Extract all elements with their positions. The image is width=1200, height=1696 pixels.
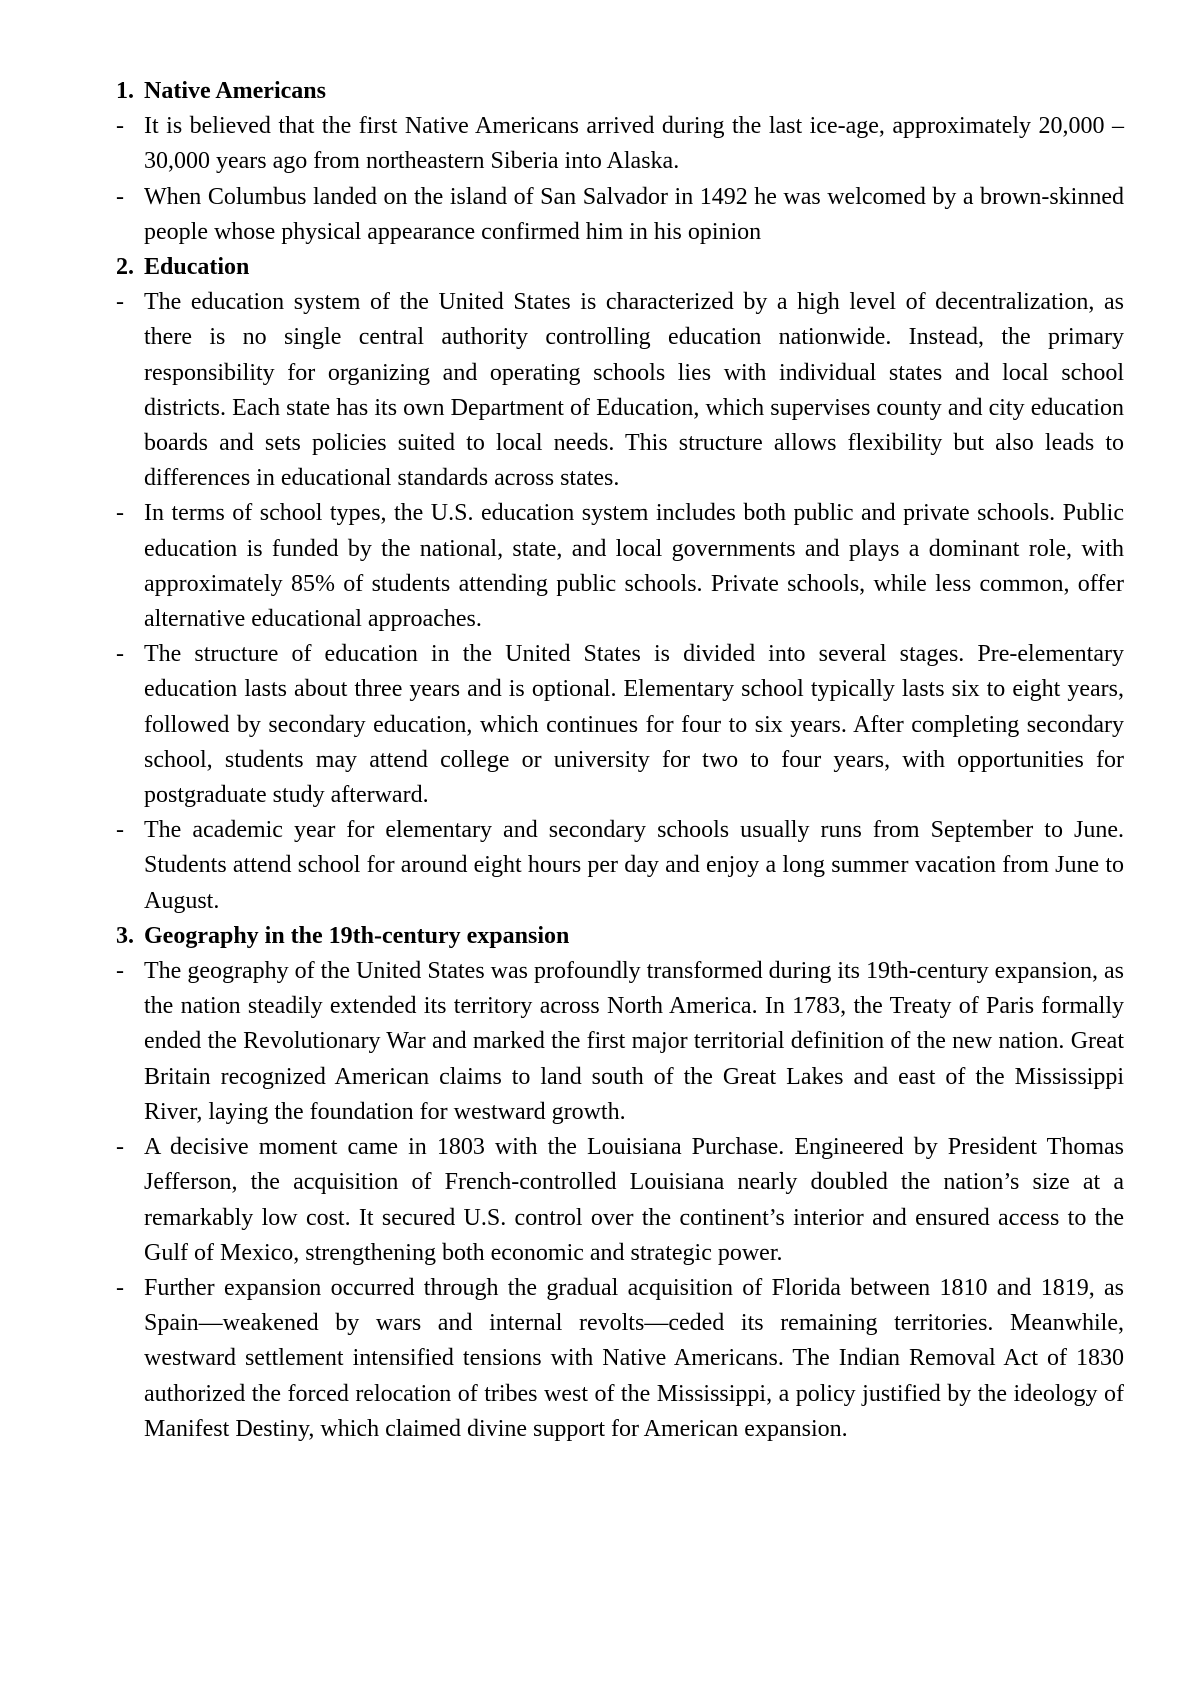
list-item <box>116 637 1124 813</box>
bullet-marker: - <box>116 641 124 668</box>
bullet-marker: - <box>116 958 124 985</box>
list-item <box>116 813 1124 919</box>
list-item <box>116 285 1124 496</box>
list-item <box>116 180 1124 250</box>
section-heading-native-americans <box>116 74 1124 109</box>
bullet-marker: - <box>116 500 124 527</box>
section-title: Native Americans <box>144 78 326 104</box>
bullet-marker: - <box>116 113 124 140</box>
bullet-text: When Columbus landed on the island of San Salvador in 1492 he was welcomed by a brown-skinned people whose physical appearance confirmed him in his opinion <box>144 183 1124 245</box>
bullet-marker: - <box>116 817 124 844</box>
list-item <box>116 1130 1124 1271</box>
bullet-marker: - <box>116 289 124 316</box>
section-number: 2. <box>116 254 134 281</box>
bullet-text: In terms of school types, the U.S. education system includes both public and private schools. Public education is funded by the national, state, and local governments and plays a dominant role, with approximately 85% of students attending public schools. Private schools, while less common, offer alternative educational approaches. <box>144 500 1124 633</box>
bullet-marker: - <box>116 1134 124 1161</box>
bullet-text: The structure of education in the United States is divided into several stages. Pre-elementary education lasts about three years and is optional. Elementary school typically lasts six to eight years, followed by secondary education, which continues for four to six years. After completing secondary school, students may attend college or university for two to four years, with opportunities for postgraduate study afterward. <box>144 641 1124 809</box>
bullet-text: A decisive moment came in 1803 with the Louisiana Purchase. Engineered by President Thomas Jefferson, the acquisition of French-controlled Louisiana nearly doubled the nation’s size at a remarkably low cost. It secured U.S. control over the continent’s interior and ensured access to the Gulf of Mexico, strengthening both economic and strategic power. <box>144 1134 1124 1266</box>
section-title: Geography in the 19th-century expansion <box>144 922 570 949</box>
section-number: 1. <box>116 78 134 104</box>
section-heading-education <box>116 250 1124 285</box>
list-item <box>116 954 1124 1130</box>
section-number: 3. <box>116 922 134 949</box>
section-title: Education <box>144 254 250 281</box>
bullet-marker: - <box>116 183 124 210</box>
bullet-text: It is believed that the first Native Americans arrived during the last ice-age, approximately 20,000 – 30,000 years ago from northeastern Siberia into Alaska. <box>144 113 1124 175</box>
bullet-marker: - <box>116 1274 124 1301</box>
bullet-text: Further expansion occurred through the gradual acquisition of Florida between 1810 and 1819, as Spain—weakened by wars and internal revolts—ceded its remaining territories. Meanwhile, westward settlement intensified tensions with Native Americans. The Indian Removal Act of 1830 authorized the forced relocation of tribes west of the Mississippi, a policy justified by the ideology of Manifest Destiny, which claimed divine support for American expansion. <box>144 1274 1124 1442</box>
list-item <box>116 1271 1124 1447</box>
section-heading-geography <box>116 919 1124 954</box>
bullet-text: The education system of the United States is characterized by a high level of decentralization, as there is no single central authority controlling education nationwide. Instead, the primary responsibility for organizing and operating schools lies with individual states and local school districts. Each state has its own Department of Education, which supervises county and city education boards and sets policies suited to local needs. This structure allows flexibility but also leads to differences in educational standards across states. <box>144 289 1124 492</box>
bullet-text: The geography of the United States was profoundly transformed during its 19th-century expansion, as the nation steadily extended its territory across North America. In 1783, the Treaty of Paris formally ended the Revolutionary War and marked the first major territorial definition of the new nation. Great Britain recognized American claims to land south of the Great Lakes and east of the Mississippi River, laying the foundation for westward growth. <box>144 958 1124 1125</box>
bullet-text: The academic year for elementary and secondary schools usually runs from September to June. Students attend school for around eight hours per day and enjoy a long summer vacation from June to August. <box>144 817 1124 914</box>
list-item <box>116 109 1124 179</box>
list-item <box>116 496 1124 637</box>
